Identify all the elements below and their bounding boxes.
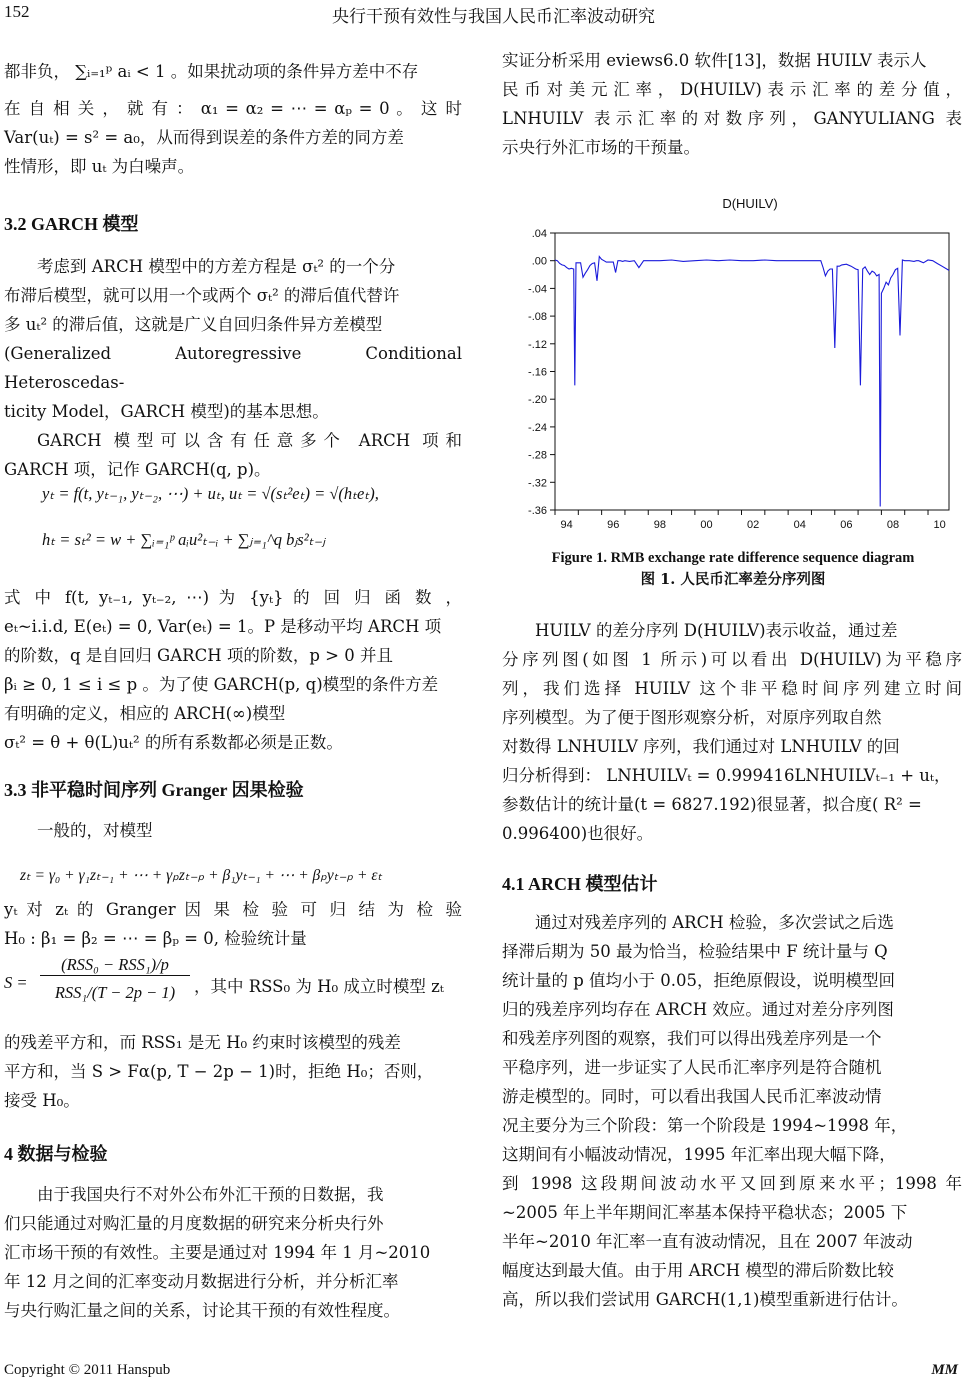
equation-4 [4, 955, 464, 1015]
y-tick-label: -.24 [528, 421, 547, 434]
text-line: 平方和，当 S > Fα(p, T − 2p − 1)时，拒绝 H₀；否则， [4, 1062, 434, 1081]
text-line: βᵢ ≥ 0, 1 ≤ i ≤ p 。为了使 GARCH(p, q)模型的条件方差 [4, 675, 439, 694]
series-line-d-huilv [555, 257, 949, 507]
text-line: 高，所以我们尝试用 GARCH(1,1)模型重新进行估计。 [502, 1290, 908, 1309]
text-line: 民币对美元汇率，D(HUILV)表示汇率的差分值， [502, 80, 962, 99]
x-tick-label: 94 [560, 519, 573, 531]
eq4-numerator: (RSS₀ − RSS₁)/p [40, 955, 190, 976]
eq4-tail: ，其中 RSS₀ 为 H₀ 成立时模型 zₜ [194, 977, 444, 996]
text-line: 接受 H₀。 [4, 1091, 80, 1110]
text-line: 和残差序列图的观察，我们可以得出残差序列是一个 [502, 1029, 882, 1048]
text-line: 考虑到 ARCH 模型中的方差方程是 σₜ² 的一个分 [37, 257, 396, 276]
text-line: 有明确的定义，相应的 ARCH(∞)模型 [4, 704, 286, 723]
figure-caption-zh: 图 1. 人民币汇率差分序列图 [640, 571, 826, 588]
running-title: 央行干预有效性与我国人民币汇率波动研究 [332, 7, 655, 27]
text-line: 归的残差序列均存在 ARCH 效应。通过对差分序列图 [502, 1000, 894, 1019]
x-tick-label: 06 [840, 519, 853, 531]
text-line: yₜ 对 zₜ 的 Granger 因 果 检 验 可 归 结 为 检 验 [4, 900, 462, 919]
eq4-denominator: RSS₁/(T − 2p − 1) [54, 983, 176, 1002]
y-tick-label: -.28 [528, 449, 547, 462]
text-line: 参数估计的统计量(t = 6827.192)很显著，拟合度( R² = [502, 795, 922, 814]
section-heading-3-3: 3.3 非平稳时间序列 Granger 因果检验 [4, 780, 304, 800]
text-line: 年 12 月之间的汇率变动月数据进行分析，并分析汇率 [4, 1272, 399, 1291]
text-line: 性情形，即 uₜ 为白噪声。 [4, 157, 195, 176]
text-line: 在 自 相 关 ， 就 有 ： α₁ = α₂ = ⋯ = αₚ = 0 。 这 时 [4, 99, 462, 118]
journal-abbrev: MM [931, 1362, 958, 1378]
text-line: Var(uₜ) = s² = a₀，从而得到误差的条件方差的同方差 [4, 128, 404, 147]
text-line: 的残差平方和，而 RSS₁ 是无 H₀ 约束时该模型的残差 [4, 1033, 401, 1052]
text-line: σₜ² = θ + θ(L)uₜ² 的所有系数都必须是正数。 [4, 733, 343, 752]
text-line: 通过对残差序列的 ARCH 检验，多次尝试之后选 [535, 913, 894, 932]
text-line: HUILV 的差分序列 D(HUILV)表示收益，通过差 [535, 621, 898, 640]
y-axis [528, 228, 555, 517]
plot-frame [555, 233, 949, 510]
y-tick-label: -.16 [528, 366, 547, 379]
text-line: (Generalized Autoregressive Conditional Heteroscedas- [4, 344, 462, 392]
text-line: 一般的，对模型 [37, 821, 153, 840]
section-heading-4-1: 4.1 ARCH 模型估计 [502, 874, 658, 894]
text-line: 择滞后期为 50 最为恰当，检验结果中 F 统计量与 Q [502, 942, 888, 961]
right-para-1 [502, 46, 962, 162]
text-line: 归分析得到： LNHUILVₜ = 0.999416LNHUILVₜ₋₁ + uₜ， [502, 766, 951, 785]
chart-title: D(HUILV) [722, 196, 778, 211]
equation-3: zₜ = γ₀ + γ₁zₜ₋₁ + ⋯ + γₚzₜ₋ₚ + β₁yₜ₋₁ + ⋯ + βₚyₜ₋ₚ + εₜ [20, 867, 383, 884]
left-para-8 [4, 1180, 462, 1325]
text-line: 到 1998 这段期间波动水平又回到原来水平；1998 年 [502, 1174, 962, 1193]
text-line: 由于我国央行不对外公布外汇干预的日数据，我 [37, 1185, 384, 1204]
x-tick-label: 00 [700, 519, 713, 531]
text-line: 对数得 LNHUILV 序列，我们通过对 LNHUILV 的回 [502, 737, 900, 756]
eq4-lhs: S = [4, 973, 28, 992]
text-line: 幅度达到最大值。由于用 ARCH 模型的滞后阶数比较 [502, 1261, 894, 1280]
text-line: 况主要分为三个阶段：第一个阶段是 1994~1998 年， [502, 1116, 908, 1135]
x-tick-label: 98 [653, 519, 667, 531]
text-line: 的阶数，q 是自回归 GARCH 项的阶数，p > 0 并且 [4, 646, 393, 665]
left-para-2 [4, 252, 462, 484]
figure-caption-en: Figure 1. RMB exchange rate difference sequence diagram [551, 550, 915, 566]
text-line: 实证分析采用 eviews6.0 软件[13]，数据 HUILV 表示人 [502, 51, 927, 70]
text-line: 列，我们选择 HUILV 这个非平稳时间序列建立时间 [502, 679, 962, 698]
x-tick-label: 02 [747, 519, 760, 531]
text-line: 多 uₜ² 的滞后值，这就是广义自回归条件异方差模型 [4, 315, 383, 334]
equation-2: hₜ = sₜ² = w + ∑ᵢ₌₁ᵖ aᵢu²ₜ₋ᵢ + ∑ⱼ₌₁^q bⱼs²ₜ₋ⱼ [42, 530, 326, 549]
y-tick-label: .00 [531, 255, 547, 268]
y-tick-label: -.08 [528, 311, 547, 324]
text-line: eₜ~i.i.d, E(eₜ) = 0, Var(eₜ) = 1。P 是移动平均 ARCH 项 [4, 617, 442, 636]
text-line: 示央行外汇市场的干预量。 [502, 138, 700, 157]
text-line: ~2005 年上半年期间汇率基本保持平稳状态；2005 下 [502, 1203, 908, 1222]
y-tick-label: -.36 [528, 505, 547, 517]
left-para-5 [4, 816, 462, 845]
text-line: GARCH 模型可以含有任意多个 ARCH 项和 [37, 431, 462, 450]
text-line: H₀ : β₁ = β₂ = ⋯ = βₚ = 0, 检验统计量 [4, 929, 307, 948]
text-line: 统计量的 p 值均小于 0.05，拒绝原假设，说明模型回 [502, 971, 896, 990]
text-line: 式 中 f(t, yₜ₋₁, yₜ₋₂, ⋯) 为 {yₜ} 的 回 归 函 数 ， [4, 588, 462, 607]
text-line: LNHUILV 表示汇率的对数序列，GANYULIANG 表 [502, 109, 962, 128]
text-line: 这期间有小幅波动情况，1995 年汇率出现大幅下降， [502, 1145, 896, 1164]
page-number: 152 [4, 2, 30, 21]
x-axis [555, 510, 946, 531]
text-line: 布滞后模型，就可以用一个或两个 σₜ² 的滞后值代替许 [4, 286, 400, 305]
equation-1: yₜ = f(t, yₜ₋₁, yₜ₋₂, ⋯) + uₜ, uₜ = √(sₜ²eₜ) = √(hₜeₜ), [42, 484, 379, 503]
text-line: GARCH 项，记作 GARCH(q, p)。 [4, 460, 271, 479]
text-line: 游走模型的。同时，可以看出我国人民币汇率波动情 [502, 1087, 882, 1106]
y-tick-label: -.04 [528, 283, 547, 296]
x-tick-label: 96 [607, 519, 620, 531]
text-line: 都非负， ∑ᵢ₌₁ᵖ aᵢ < 1 。如果扰动项的条件异方差中不存 [4, 62, 419, 81]
text-line: 半年~2010 年汇率一直有波动情况，且在 2007 年波动 [502, 1232, 913, 1251]
left-para-6 [4, 895, 462, 953]
y-tick-label: .04 [531, 228, 547, 240]
section-heading-3-2: 3.2 GARCH 模型 [4, 214, 139, 234]
y-tick-label: -.12 [528, 338, 547, 351]
copyright: Copyright © 2011 Hanspub [4, 1362, 171, 1378]
text-line: ticity Model，GARCH 模型)的基本思想。 [4, 402, 329, 421]
section-heading-4: 4 数据与检验 [4, 1144, 108, 1164]
x-tick-label: 08 [886, 519, 900, 531]
text-line: 分序列图(如图 1 所示)可以看出 D(HUILV)为平稳序 [502, 650, 962, 669]
left-para-4 [4, 583, 462, 757]
right-para-2 [502, 616, 962, 848]
d-huilv-line-chart [500, 190, 966, 540]
left-para-1 [4, 54, 462, 181]
x-tick-label: 10 [933, 519, 946, 531]
text-line: 0.996400)也很好。 [502, 824, 654, 843]
text-line: 们只能通过对购汇量的月度数据的研究来分析央行外 [4, 1214, 384, 1233]
text-line: 汇市场干预的有效性。主要是通过对 1994 年 1 月~2010 [4, 1243, 431, 1262]
text-line: 序列模型。为了便于图形观察分析，对原序列取自然 [502, 708, 882, 727]
x-tick-label: 04 [793, 519, 806, 531]
y-tick-label: -.20 [528, 394, 547, 407]
left-para-7 [4, 1028, 462, 1115]
text-line: 与央行购汇量之间的关系，讨论其干预的有效性程度。 [4, 1301, 400, 1320]
series-layer [555, 257, 949, 507]
text-line: 平稳序列，进一步证实了人民币汇率序列是符合随机 [502, 1058, 882, 1077]
right-para-3 [502, 908, 962, 1314]
y-tick-label: -.32 [528, 477, 547, 490]
